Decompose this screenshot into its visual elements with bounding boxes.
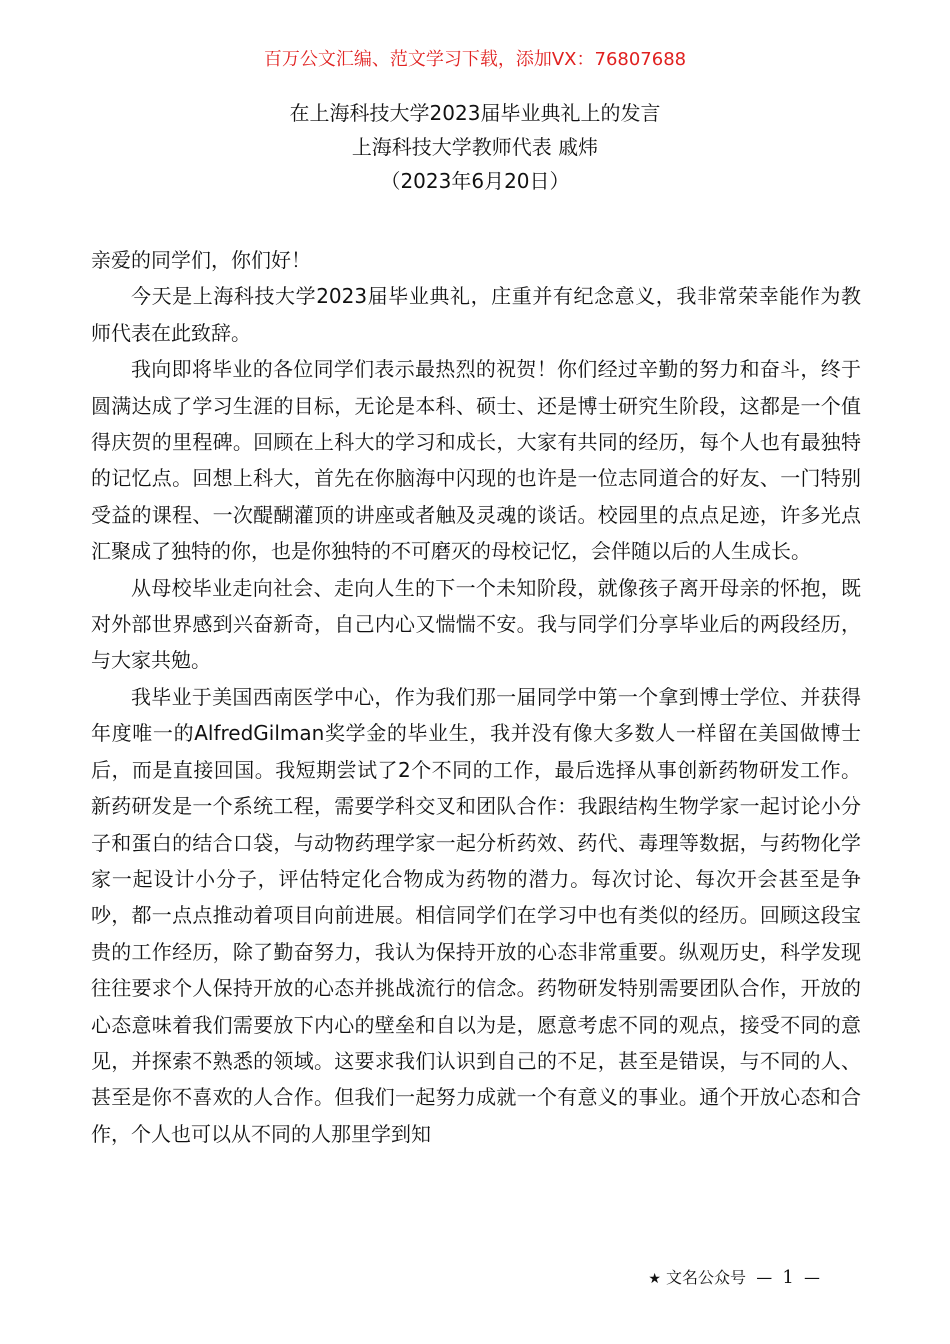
- star-icon: ★: [648, 1271, 661, 1287]
- greeting: 亲爱的同学们，你们好！: [91, 248, 311, 272]
- paragraph: 我毕业于美国西南医学中心，作为我们那一届同学中第一个拿到博士学位、并获得年度唯一的AlfredGilman奖学金的毕业生，我并没有像大多数人一样留在美国做博士后，而是直接回国。我短期尝试了2个不同的工作，最后选择从事创新药物研发工作。新药研发是一个系统工程，需要学科交叉和团队合作：我跟结构生物学家一起讨论小分子和蛋白的结合口袋，与动物药理学家一起分析药效、药代、毒理等数据，与药物化学家一起设计小分子，评估特定化合物成为药物的潜力。每次讨论、每次开会甚至是争吵，都一点点推动着项目向前进展。相信同学们在学习中也有类似的经历。回顾这段宝贵的工作经历，除了勤奋努力，我认为保持开放的心态非常重要。纵观历史，科学发现往往要求个人保持开放的心态并挑战流行的信念。药物研发特别需要团队合作，开放的心态意味着我们需要放下内心的壁垒和自以为是，愿意考虑不同的观点，接受不同的意见，并探索不熟悉的领域。这要求我们认识到自己的不足，甚至是错误，与不同的人、甚至是你不喜欢的人合作。但我们一起努力成就一个有意义的事业。通个开放心态和合作，个人也可以从不同的人那里学到知: [91, 684, 861, 1146]
- watermark-banner: 百万公文汇编、范文学习下载，添加VX：76807688: [263, 49, 687, 70]
- paragraph: 从母校毕业走向社会、走向人生的下一个未知阶段，就像孩子离开母亲的怀抱，既对外部世界感到兴奋新奇，自己内心又惴惴不安。我与同学们分享毕业后的两段经历，与大家共勉。: [91, 575, 861, 673]
- speech-date: （2023年6月20日）: [380, 169, 570, 193]
- speaker-line: 上海科技大学教师代表 戚炜: [351, 135, 599, 159]
- page-footer: [648, 1264, 820, 1293]
- footer-dash-right: —: [804, 1268, 820, 1287]
- title-block: [0, 96, 950, 198]
- paragraph: 今天是上海科技大学2023届毕业典礼，庄重并有纪念意义，我非常荣幸能作为教师代表在此致辞。: [91, 284, 861, 345]
- footer-source: 文名公众号: [666, 1268, 747, 1287]
- speech-title: 在上海科技大学2023届毕业典礼上的发言: [289, 101, 661, 125]
- footer-dash-left: —: [756, 1268, 773, 1287]
- paragraph: 我向即将毕业的各位同学们表示最热烈的祝贺！你们经过辛勤的努力和奋斗，终于圆满达成了学习生涯的目标，无论是本科、硕士、还是博士研究生阶段，这都是一个值得庆贺的里程碑。回顾在上科大的学习和成长，大家有共同的经历，每个人也有最独特的记忆点。回想上科大，首先在你脑海中闪现的也许是一位志同道合的好友、一门特别受益的课程、一次醍醐灌顶的讲座或者触及灵魂的谈话。校园里的点点足迹，许多光点汇聚成了独特的你，也是你独特的不可磨灭的母校记忆，会伴随以后的人生成长。: [91, 357, 861, 564]
- page-number: 1: [782, 1267, 794, 1288]
- speech-body: [91, 242, 861, 1152]
